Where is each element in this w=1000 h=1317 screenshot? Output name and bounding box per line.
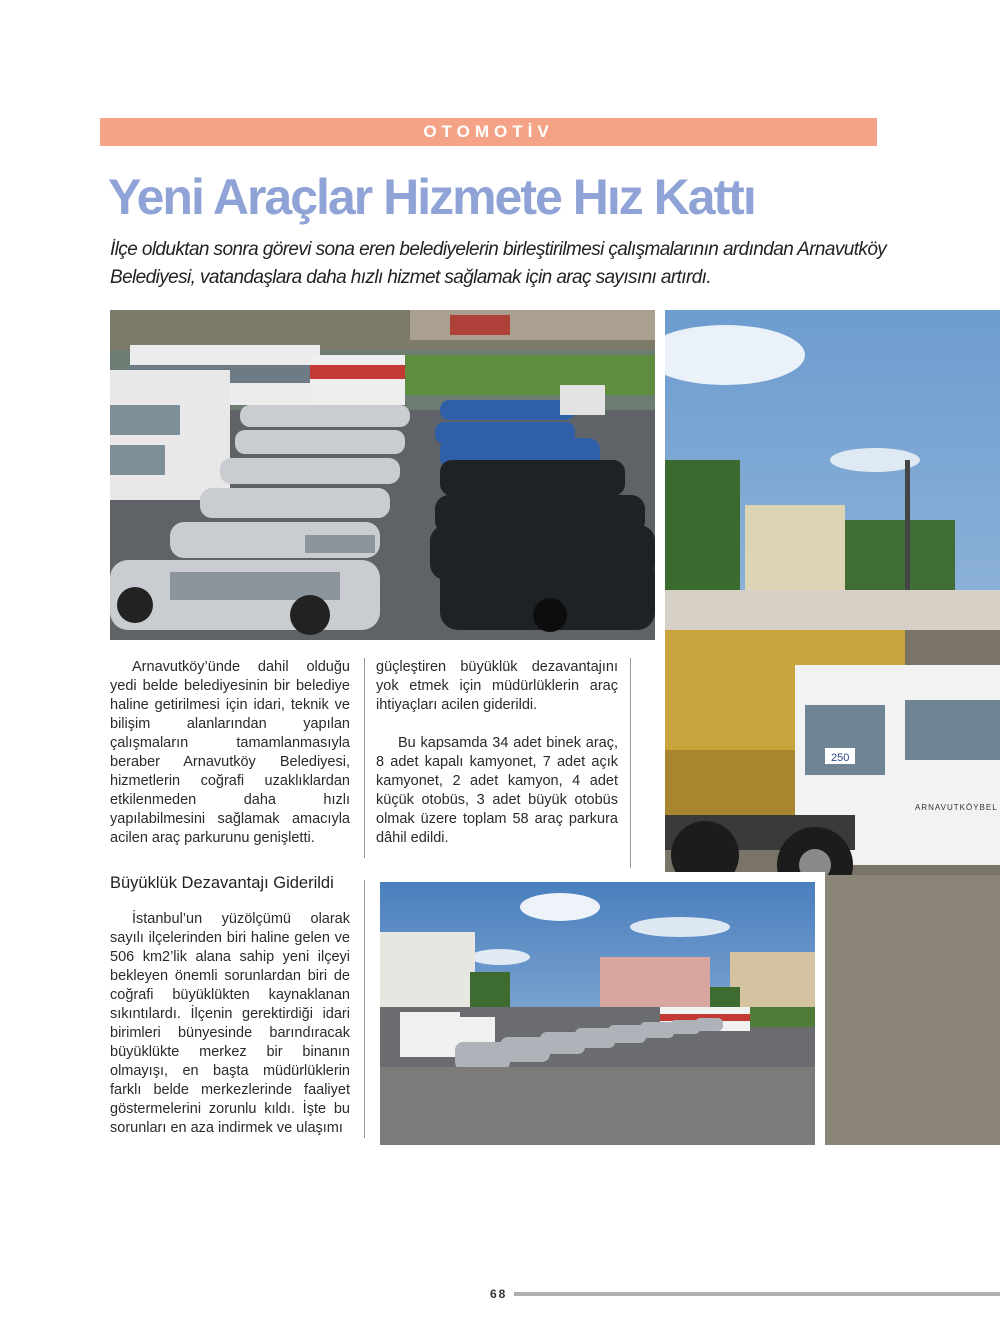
- cars-parking-photo: [110, 310, 655, 640]
- vehicle-lot-photo: [370, 872, 825, 1155]
- footer-rule: [514, 1292, 1000, 1296]
- truck-lettering: ARNAVUTKÖYBEL: [915, 803, 998, 812]
- body-column-1-continued: [110, 910, 350, 1157]
- column-divider: [364, 658, 365, 858]
- body-column-2: [376, 658, 618, 867]
- article-title: Yeni Araçlar Hizmete Hız Kattı: [108, 169, 755, 225]
- paragraph-intro: Arnavutköy’ünde dahil olduğu yedi belde belediyesinin bir belediye haline getirilmesi için idari, teknik ve bilişim alanlarından yapılan çalışmaların tamamlanmasıyla beraber Arnavutköy Belediyesi, hizmetlerin coğrafi uzaklıklardan etkilenmeden daha hızlı yapılabilmesini sağlamak amacıyla acilen araç parkurunu genişletti.: [110, 659, 350, 846]
- section-header: OTOMOTİV: [100, 118, 877, 146]
- article-lead: İlçe olduktan sonra görevi sona eren belediyelerin birleştirilmesi çalışmalarının ardından Arnavutköy Belediyesi, vatandaşlara daha hızlı hizmet sağlamak için araç sayısını artırdı.: [110, 239, 887, 288]
- subheading: Büyüklük Dezavantajı Giderildi: [110, 874, 334, 892]
- paragraph-size: İstanbul’un yüzölçümü olarak sayılı ilçelerinden biri haline gelen ve 506 km2’lik alana sahip yeni ilçeyi bekleyen önemli sorunlardan biri de coğrafi büyüklükten kaynaklanan sıkıntılardı. İlçenin gerektirdiği idari birimleri bünyesinde barındıracak büyüklükte merkez bir binanın olmayışı, en başta müdürlüklerin farklı belde merkezlerinde faaliyet göstermelerini zorunlu kıldı. İşte bu sorunları en aza indirmek ve ulaşımı: [110, 911, 350, 1136]
- paragraph-vehicle-count: Bu kapsamda 34 adet binek araç, 8 adet kapalı kamyonet, 7 adet açık kamyonet, 2 adet kamyon, 4 adet küçük otobüs, 3 adet büyük otobüs olmak üzere toplam 58 araç parkura dâhil edildi.: [376, 735, 618, 846]
- truck-number: 250: [831, 752, 850, 764]
- page-number: 68: [490, 1287, 508, 1301]
- body-column-1: [110, 658, 350, 867]
- column-divider: [364, 880, 365, 1138]
- paragraph-continuation: güçleştiren büyüklük dezavantajını yok etmek için müdürlüklerin araç ihtiyaçları acilen giderildi.: [376, 659, 618, 713]
- column-divider: [630, 658, 631, 868]
